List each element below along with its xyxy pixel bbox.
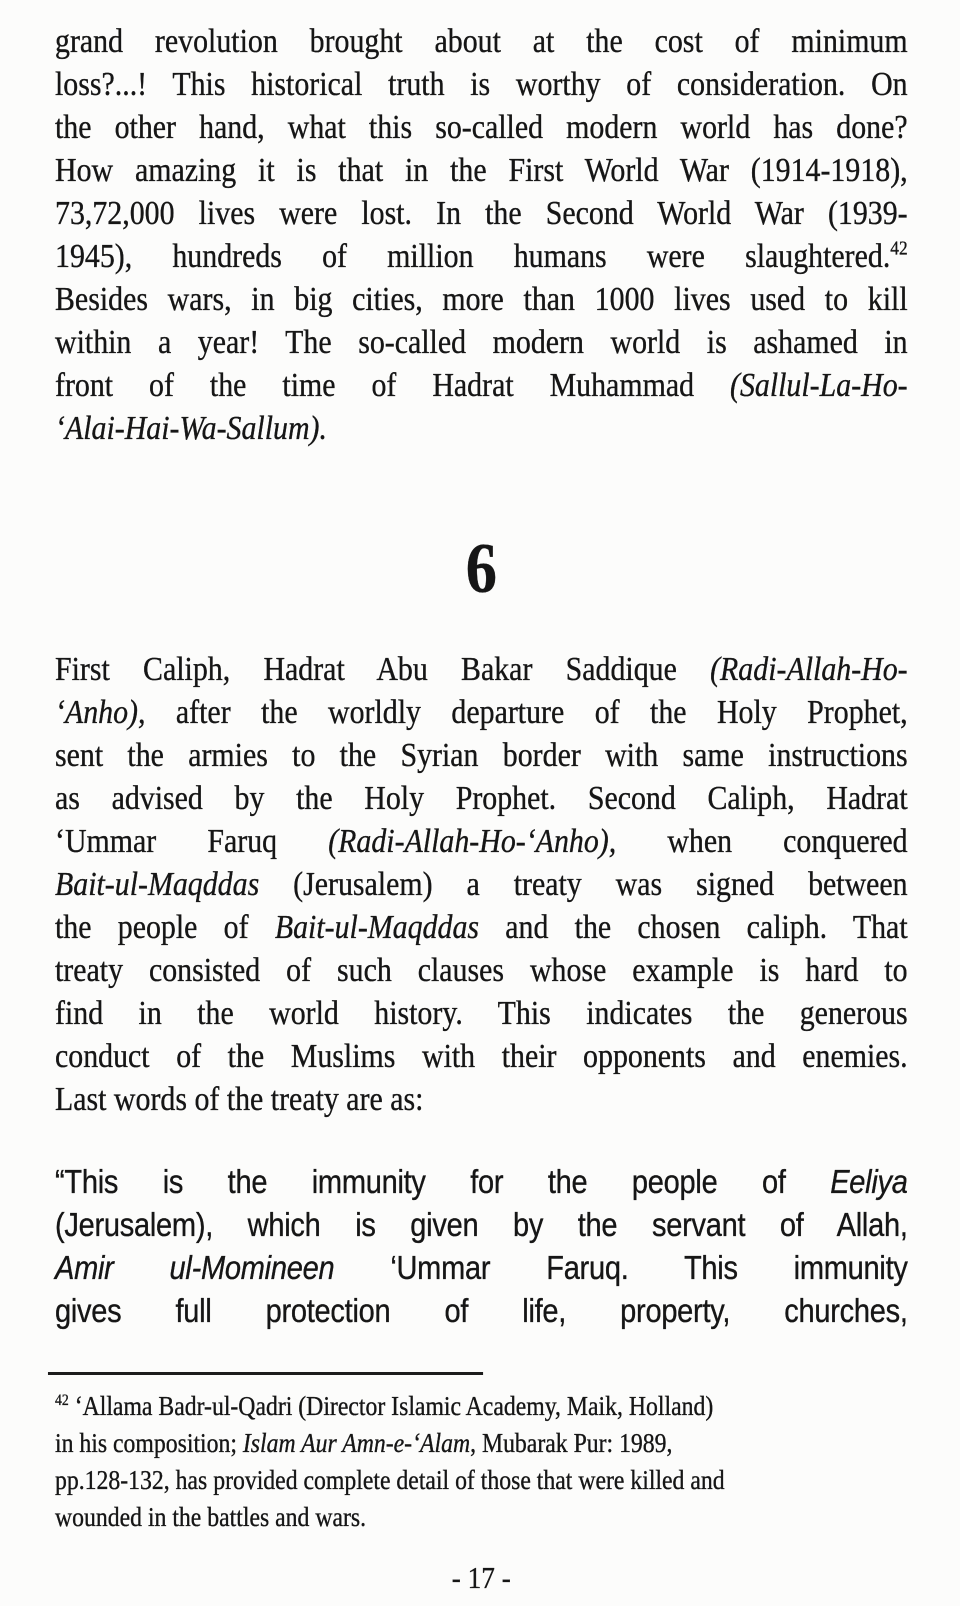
text-segment: How amazing it is that in the First World War (1914-1918), <box>55 152 908 189</box>
text-line <box>55 149 908 192</box>
text-segment: wounded in the battles and wars. <box>55 1502 367 1532</box>
italic-text-segment: (Radi-Allah-Ho- <box>710 651 908 688</box>
text-line <box>55 364 908 407</box>
text-line <box>55 278 908 321</box>
italic-text-segment: (Sallul-La-Ho- <box>729 367 908 404</box>
italic-text-segment: ‘Anho), <box>55 694 146 731</box>
text-line <box>55 1289 908 1332</box>
text-segment: within a year! The so-called modern world is ashamed in <box>55 324 908 361</box>
text-segment: Besides wars, in big cities, more than 1000 lives used to kill <box>55 281 908 318</box>
text-line <box>55 1035 908 1078</box>
text-line <box>55 1160 908 1203</box>
text-line <box>55 949 908 992</box>
italic-text-segment: Bait-ul-Maqddas <box>274 909 480 946</box>
text-segment: sent the armies to the Syrian border with same instructions <box>55 737 908 774</box>
text-line <box>55 1499 908 1536</box>
text-segment: Last words of the treaty are as: <box>55 1081 424 1118</box>
text-line <box>55 906 908 949</box>
text-segment: in his composition; <box>55 1428 243 1458</box>
text-line <box>55 648 908 691</box>
text-line <box>55 992 908 1035</box>
text-line <box>55 1462 908 1499</box>
paragraph-caliphs-treaty <box>55 648 908 1121</box>
italic-text-segment: (Radi-Allah-Ho-‘Anho), <box>328 823 617 860</box>
text-segment: after the worldly departure of the Holy Prophet, <box>145 694 908 731</box>
text-line <box>55 777 908 820</box>
text-segment: treaty consisted of such clauses whose example is hard to <box>55 952 908 989</box>
chapter-number-heading: 6 <box>465 530 497 608</box>
text-line <box>55 63 908 106</box>
text-segment: conduct of the Muslims with their opponents and enemies. <box>55 1038 908 1075</box>
italic-text-segment: Amir ul-Momineen <box>55 1249 335 1286</box>
footnote-reference-marker: 42 <box>55 1392 69 1409</box>
italic-text-segment: Islam Aur Amn-e-‘Alam <box>242 1428 471 1458</box>
italic-text-segment: ‘Alai-Hai-Wa-Sallum). <box>55 410 327 447</box>
text-segment: First Caliph, Hadrat Abu Bakar Saddique <box>55 651 711 688</box>
text-segment: , Mubarak Pur: 1989, <box>470 1428 673 1458</box>
footnote-reference-marker: 42 <box>890 237 908 260</box>
text-line <box>55 1425 908 1462</box>
page-number: - 17 - <box>451 1560 511 1595</box>
text-segment: the people of <box>55 909 275 946</box>
text-segment: and the chosen caliph. That <box>479 909 908 946</box>
text-segment: grand revolution brought about at the cost of minimum <box>55 23 908 60</box>
text-line <box>55 235 908 278</box>
text-line <box>55 1246 908 1289</box>
text-segment: as advised by the Holy Prophet. Second Caliph, Hadrat <box>55 780 908 817</box>
text-line <box>55 1078 908 1121</box>
text-line <box>55 863 908 906</box>
text-segment: 1945), hundreds of million humans were slaughtered. <box>55 238 891 275</box>
text-segment: find in the world history. This indicates the generous <box>55 995 908 1032</box>
text-line <box>55 321 908 364</box>
text-segment: 73,72,000 lives were lost. In the Second World War (1939- <box>55 195 908 232</box>
paragraph-war-losses <box>55 20 908 450</box>
text-segment: ‘Allama Badr-ul-Qadri (Director Islamic Academy, Maik, Holland) <box>68 1391 714 1421</box>
text-line <box>55 407 908 450</box>
text-segment: “This is the immunity for the people of <box>55 1163 831 1200</box>
text-segment: front of the time of Hadrat Muhammad <box>55 367 730 404</box>
text-line <box>55 106 908 149</box>
italic-text-segment: Eeliya <box>830 1163 908 1200</box>
italic-text-segment: Bait-ul-Maqddas <box>55 866 260 903</box>
text-segment: pp.128-132, has provided complete detail of those that were killed and <box>55 1465 725 1495</box>
text-segment: ‘Ummar Faruq. This immunity <box>334 1249 908 1286</box>
text-line <box>55 20 908 63</box>
text-segment: when conquered <box>616 823 908 860</box>
text-segment: ‘Ummar Faruq <box>55 823 329 860</box>
text-segment: gives full protection of life, property, churches, <box>55 1292 908 1329</box>
treaty-quote-paragraph <box>55 1160 908 1332</box>
text-segment: loss?...! This historical truth is worthy of consideration. On <box>55 66 908 103</box>
text-segment: (Jerusalem) a treaty was signed between <box>259 866 908 903</box>
text-segment: (Jerusalem), which is given by the servant of Allah, <box>55 1206 908 1243</box>
text-column <box>55 20 908 1598</box>
text-line <box>55 820 908 863</box>
text-line <box>55 192 908 235</box>
footnote-42 <box>55 1388 908 1536</box>
text-line <box>55 1388 908 1425</box>
footnote-divider <box>48 1372 483 1375</box>
text-line <box>55 1203 908 1246</box>
text-segment: the other hand, what this so-called modern world has done? <box>55 109 908 146</box>
text-line <box>55 734 908 777</box>
text-line <box>55 691 908 734</box>
